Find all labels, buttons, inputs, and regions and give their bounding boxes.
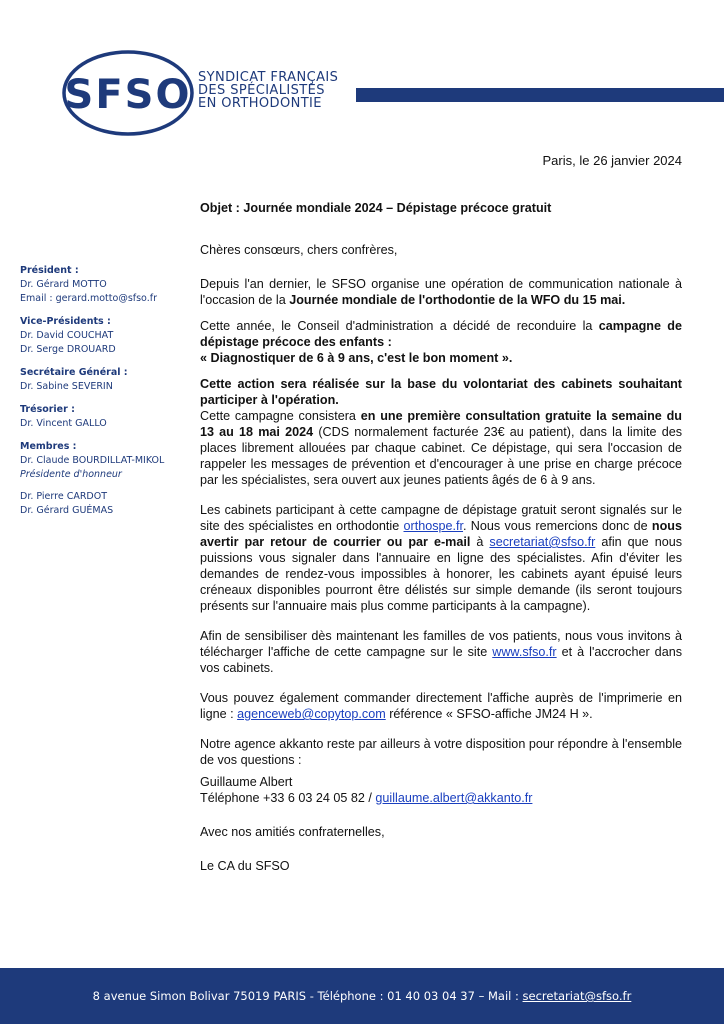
- president-name: Dr. Gérard MOTTO: [20, 279, 107, 290]
- bold-run: Journée mondiale de l'orthodontie de la WFO du 15 mai.: [289, 293, 626, 307]
- orthospe-link[interactable]: orthospe.fr: [403, 519, 464, 533]
- secretariat-email-link[interactable]: secretariat@sfso.fr: [489, 535, 596, 549]
- text-run: référence « SFSO-affiche JM24 H ».: [385, 707, 593, 721]
- contact-details: [200, 790, 682, 806]
- treasurer-title: Trésorier :: [20, 404, 75, 415]
- vice-presidents-title: Vice-Présidents :: [20, 316, 111, 327]
- paragraph-intro: [200, 276, 682, 308]
- paragraph-consultation: [200, 408, 682, 488]
- president-group: [20, 264, 180, 306]
- members-title: Membres :: [20, 441, 77, 452]
- signature: Le CA du SFSO: [200, 859, 290, 873]
- text-run: . Nous vous remercions donc de: [463, 519, 652, 533]
- printer-email-link[interactable]: agenceweb@copytop.com: [237, 707, 386, 721]
- bold-run: campagne de dépistage précoce des enfants :: [200, 319, 682, 349]
- text-run: Cette campagne consistera: [200, 409, 361, 423]
- president-email: Email : gerard.motto@sfso.fr: [20, 293, 157, 304]
- contact-name: Guillaume Albert: [200, 775, 293, 789]
- closing: Avec nos amitiés confraternelles,: [200, 825, 385, 839]
- text-run: Cette année, le Conseil d'administration a décidé de reconduire la: [200, 319, 599, 333]
- organization-name: [198, 71, 338, 110]
- treasurer-group: [20, 403, 180, 431]
- member-name: Dr. Pierre CARDOT: [20, 491, 108, 502]
- org-name-line: DES SPÉCIALISTES: [198, 83, 325, 98]
- sfso-website-link[interactable]: www.sfso.fr: [492, 645, 557, 659]
- secretary-group: [20, 366, 180, 394]
- text-run: Afin de sensibiliser dès maintenant les familles de vos patients, nous vous invitons à télécharger l'affiche de cette campagne sur le site: [200, 629, 682, 659]
- greeting: Chères consœurs, chers confrères,: [200, 243, 398, 257]
- vice-president-name: Dr. David COUCHAT: [20, 330, 114, 341]
- text-run: et à l'accrocher dans vos cabinets.: [200, 645, 682, 675]
- text-run: Les cabinets participant à cette campagne de dépistage gratuit seront signalés sur le site des spécialistes en orthodontie: [200, 503, 682, 533]
- member-role: Présidente d'honneur: [20, 469, 122, 480]
- treasurer-name: Dr. Vincent GALLO: [20, 418, 107, 429]
- text-run: (CDS normalement facturée 23€ au patient), dans la limite des places librement allouées par chaque cabinet. Ce dépistage, qui sera l'occasion de rappeler les messages de prévention et d'encourager à une prise en charge précoce par les spécialistes, sera ouvert aux jeunes patients âgés de 6 à 9 ans.: [200, 425, 682, 487]
- members-group: [20, 440, 180, 518]
- bold-run: Cette action sera réalisée sur la base du volontariat des cabinets souhaitant participer à l'opération.: [200, 377, 682, 407]
- paragraph-agency: Notre agence akkanto reste par ailleurs à votre disposition pour répondre à l'ensemble de vos questions :: [200, 737, 682, 767]
- secretary-name: Dr. Sabine SEVERIN: [20, 381, 113, 392]
- campaign-slogan: « Diagnostiquer de 6 à 9 ans, c'est le bon moment ».: [200, 351, 513, 365]
- president-title: Président :: [20, 265, 79, 276]
- paragraph-volunteer: [200, 376, 682, 408]
- board-sidebar: [20, 264, 180, 527]
- logo-text: SFSO: [64, 72, 192, 118]
- footer-address: 8 avenue Simon Bolivar 75019 PARIS - Téléphone : 01 40 03 04 37 – Mail :: [92, 989, 519, 1003]
- footer-bar: [0, 968, 724, 1024]
- header-bar: [356, 88, 724, 102]
- contact-email-link[interactable]: guillaume.albert@akkanto.fr: [375, 791, 533, 805]
- vice-presidents-group: [20, 315, 180, 357]
- contact-phone: Téléphone +33 6 03 24 05 82 /: [200, 791, 376, 805]
- org-name-line: SYNDICAT FRANÇAIS: [198, 70, 339, 85]
- paragraph-poster: [200, 628, 682, 676]
- letter-date: Paris, le 26 janvier 2024: [542, 153, 682, 168]
- org-name-line: EN ORTHODONTIE: [198, 96, 322, 111]
- paragraph-listing: [200, 502, 682, 614]
- logo-graphic: [60, 48, 196, 138]
- text-run: Depuis l'an dernier, le SFSO organise une opération de communication nationale à l'occasion de la: [200, 277, 682, 307]
- bold-run: en une première consultation gratuite la semaine du 13 au 18 mai 2024: [200, 409, 682, 439]
- sfso-logo: [60, 48, 196, 138]
- letter-body: [200, 200, 682, 874]
- bold-run: nous avertir par retour de courrier ou par e-mail: [200, 519, 682, 549]
- paragraph-order: [200, 690, 682, 722]
- secretary-title: Secrétaire Général :: [20, 367, 128, 378]
- paragraph-campaign: [200, 318, 682, 366]
- letter-subject: Objet : Journée mondiale 2024 – Dépistage précoce gratuit: [200, 201, 552, 215]
- footer-email-link[interactable]: secretariat@sfso.fr: [522, 989, 632, 1003]
- text-run: afin que nous puissions vous signaler dans l'annuaire en ligne des spécialistes. Afin d'éviter les demandes de rendez-vous impossibles à honorer, les cabinets ayant épuisé leurs créneaux disponibles pourront être délistés sur simple demande (ils seront toujours présents sur l'annuaire mais plus comme participants à la campagne).: [200, 535, 683, 613]
- vice-president-name: Dr. Serge DROUARD: [20, 344, 116, 355]
- member-name: Dr. Claude BOURDILLAT-MIKOL: [20, 455, 165, 466]
- text-run: à: [470, 535, 490, 549]
- text-run: Vous pouvez également commander directement l'affiche auprès de l'imprimerie en ligne :: [200, 691, 682, 721]
- member-name: Dr. Gérard GUÉMAS: [20, 505, 114, 516]
